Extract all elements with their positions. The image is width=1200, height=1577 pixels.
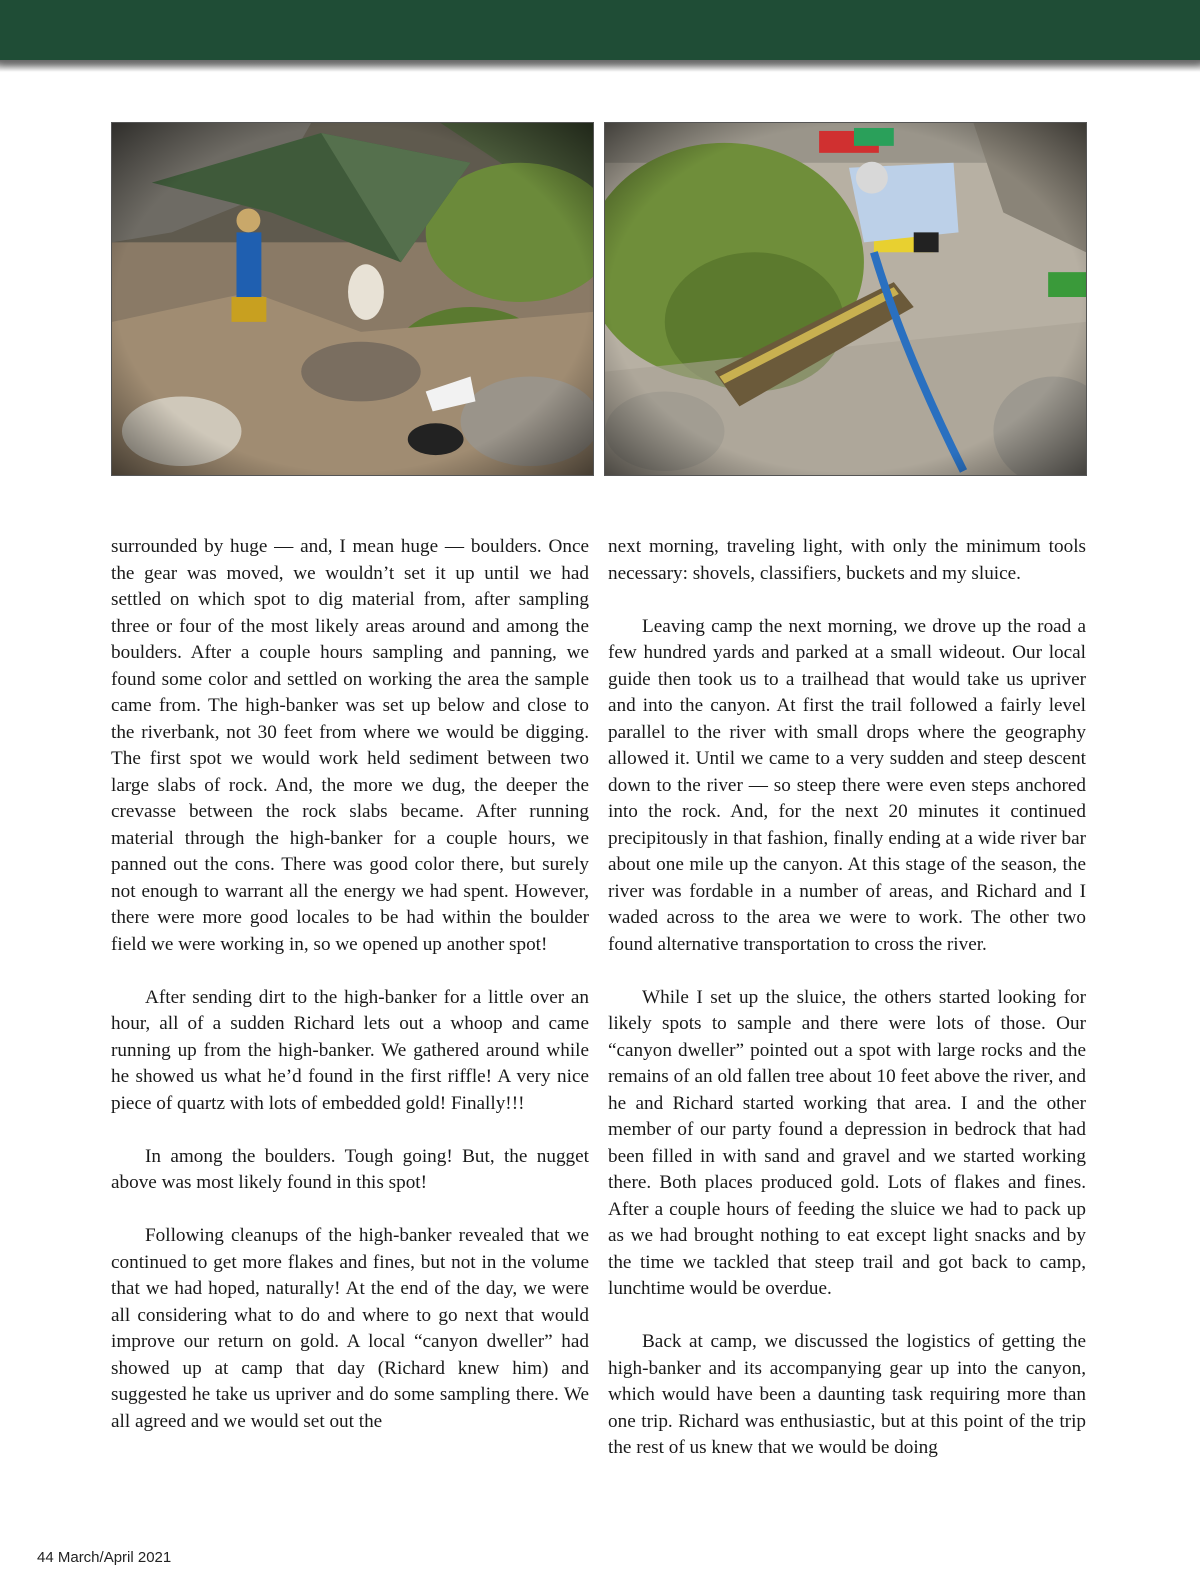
article-left-column — [111, 534, 589, 1462]
paragraph: Leaving camp the next morning, we drove up the road a few hundred yards and parked at a small wideout. Our local guide then took us to a trailhead that would take us upriver and into the canyon. At first the trail followed a fairly level parallel to the river with small drops where the geography allowed it. Until we came to a very sudden and steep descent down to the river — so steep there were even steps anchored into the rock. And, for the next 20 minutes it continued precipitously in that fashion, finally ending at a wide river bar about one mile up the canyon. At this stage of the season, the river was fordable in a number of areas, and Richard and I waded across to the area we were to work. The other two found alternative transportation to cross the river. — [608, 615, 1086, 955]
page-folio: 44 March/April 2021 — [37, 1549, 172, 1566]
paragraph: Back at camp, we discussed the logistics of getting the high-banker and its accompanying gear up into the canyon, which would have been a daunting task requiring more than one trip. Richard was enthusiastic, but at this point of the trip the rest of us knew that we would be doing — [608, 1331, 1086, 1458]
paragraph: Following cleanups of the high-banker revealed that we continued to get more flakes and fines, but not in the volume that we had hoped, naturally! At the end of the day, we were all considering what to do and where to go next that would improve our return on gold. A local “canyon dweller” had showed up at camp that day (Richard knew him) and suggested he take us upriver and do some sampling there. We all agreed and we would set out the — [111, 1225, 589, 1432]
header-bar — [0, 0, 1200, 60]
paragraph: After sending dirt to the high-banker for a little over an hour, all of a sudden Richard lets out a whoop and came running up from the high-banker. We gathered around while he showed us what he’d found in the first riffle! A very nice piece of quartz with lots of embedded gold! Finally!!! — [111, 986, 589, 1114]
article-right-column — [608, 534, 1086, 1488]
paragraph: In among the boulders. Tough going! But, the nugget above was most likely found in this spot! — [111, 1145, 589, 1193]
sluice-in-stream-photo — [604, 122, 1087, 476]
camp-tarp-highbanker-photo — [111, 122, 594, 476]
header-bar-shadow — [0, 60, 1200, 72]
paragraph: While I set up the sluice, the others started looking for likely spots to sample and there were lots of those. Our “canyon dweller” pointed out a spot with large rocks and the remains of an old fallen tree about 10 feet above the river, and he and Richard started working that area. I and the other member of our party found a depression in bedrock that had been filled in with sand and gravel and we started working there. Both places produced gold. Lots of flakes and fines. After a couple hours of feeding the sluice we had to pack up as we had brought nothing to eat except light snacks and by the time we tackled that steep trail and got back to camp, lunchtime would be overdue. — [608, 986, 1086, 1299]
paragraph: next morning, traveling light, with only the minimum tools necessary: shovels, classifiers, buckets and my sluice. — [608, 536, 1086, 584]
paragraph: surrounded by huge — and, I mean huge — boulders. Once the gear was moved, we wouldn’t set it up until we had settled on which spot to dig material from, after sampling three or four of the most likely areas around and among the boulders. After a couple hours sampling and panning, we found some color and settled on working the area the sample came from. The high-banker was set up below and close to the riverbank, not 30 feet from where we would be digging. The first spot we would work held sediment between two large slabs of rock. And, the more we dug, the deeper the crevasse between the rock slabs became. After running material through the high-banker for a couple hours, we panned out the cons. There was good color there, but surely not enough to warrant all the energy we had spent. However, there were more good locales to be had within the boulder field we were working in, so we opened up another spot! — [111, 536, 589, 955]
